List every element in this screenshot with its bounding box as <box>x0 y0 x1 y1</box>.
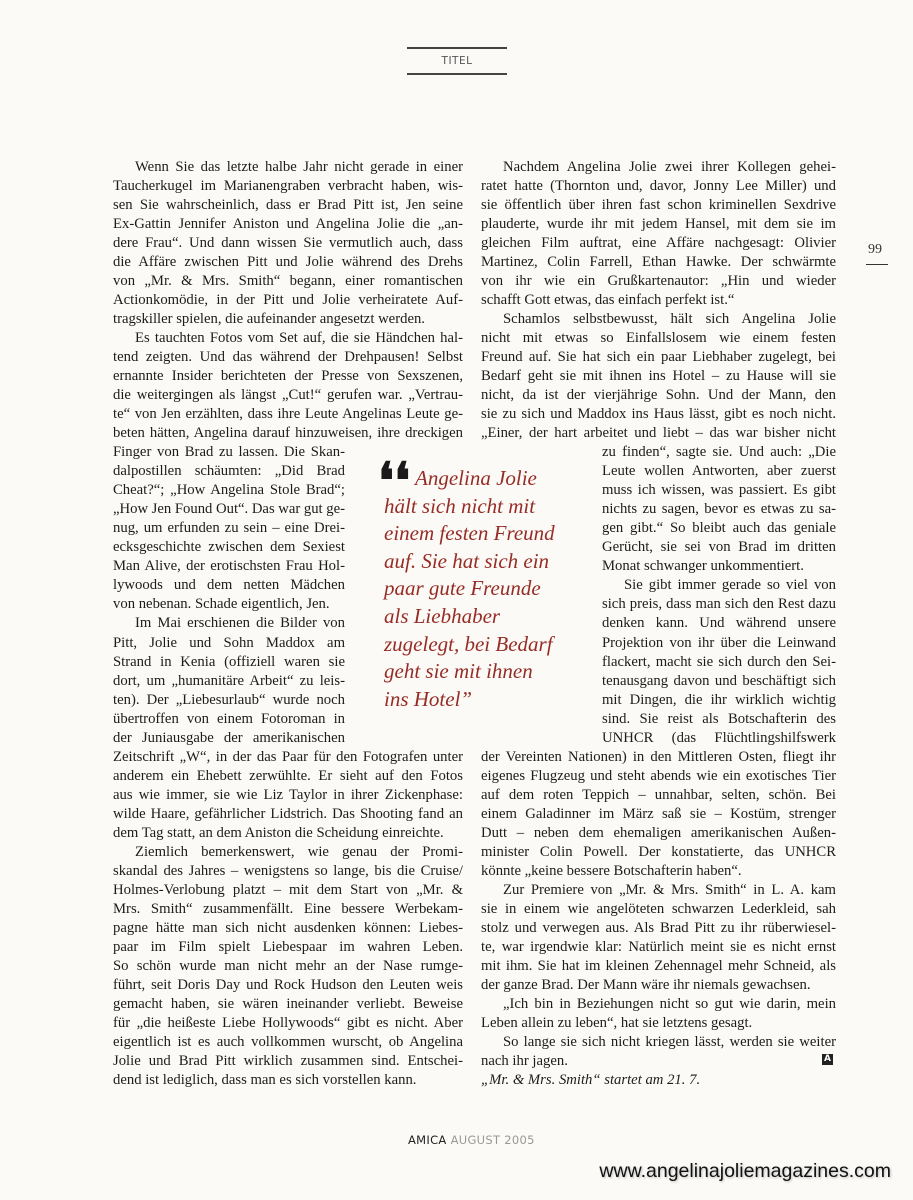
text-line: flackert, macht sie sich durch den Sei- <box>602 653 836 670</box>
text-line: mit Dingen, die ihr wirklich wichtig <box>602 691 836 708</box>
text-line: die Affäre zwischen Pitt und Jolie während des Drehs <box>113 254 463 271</box>
text-line: schafft Gott etwas, das einfach perfekt ist.“ <box>481 292 735 309</box>
text-line: gleichen Film auftrat, eine Affäre nachgesagt: Olivier <box>481 235 836 252</box>
text-line: Strand in Kenia (offiziell waren sie <box>113 653 345 670</box>
text-line: Zeitschrift „W“, in der das Paar für den Fotografen unter <box>113 748 463 765</box>
pull-quote-line: geht sie mit ihnen <box>384 659 533 684</box>
text-line: nach ihr jagen. <box>481 1052 568 1069</box>
text-line: Man Alive, der erotischsten Frau Hol- <box>113 558 345 575</box>
text-line: der ganze Brad. Der Mann wäre ihr niemals gewachsen. <box>481 976 811 993</box>
text-line: einem Galadinner im März saß sie – Kostüm, strenger <box>481 805 836 822</box>
text-line: Ziemlich bemerkenswert, wie genau der Promi- <box>135 843 463 860</box>
text-line: gemacht haben, sie wären ineinander verliebt. Beweise <box>113 995 463 1012</box>
page-number: 99 <box>868 242 882 257</box>
text-line: Zur Premiere von „Mr. & Mrs. Smith“ in L. A. kam <box>503 881 836 898</box>
text-line: Actionkomödie, in der Pitt und Jolie verheiratete Auf- <box>113 292 463 309</box>
text-line: „Einer, der hart arbeitet und liebt – das war bisher nicht <box>481 425 836 442</box>
text-line: Leute wollen Antworten, aber zuerst <box>602 463 836 480</box>
text-line: aus wie immer, sie wie Liz Taylor in ihrer Zickenphase: <box>113 786 463 803</box>
text-line: So schön wurde man nicht mehr an der Nase rumge- <box>113 957 463 974</box>
text-line: für „die heißeste Liebe Hollywoods“ gibt es nicht. Aber <box>113 1014 463 1031</box>
text-line: skandal des Jahres – wenigstens so lange, bis die Cruise/ <box>113 862 463 879</box>
text-line: Leben allein zu leben“, hat sie letztens gesagt. <box>481 1014 753 1031</box>
pull-quote-line: ins Hotel” <box>384 686 473 711</box>
text-line: zu finden“, sagte sie. Und auch: „Die <box>602 444 836 461</box>
text-line: führt, seit Doris Day und Rock Hudson den Leuten weis <box>113 976 463 993</box>
text-line: ernannte Insider berichteten der Presse von Sexszenen, <box>113 368 463 385</box>
text-line: Es tauchten Fotos vom Set auf, die sie Händchen hal- <box>135 330 463 347</box>
text-line: von nebenan. Schade eigentlich, Jen. <box>113 596 330 613</box>
text-line: tenausgang davon und beschäftigt sich <box>602 672 836 689</box>
text-line: eigenes Flugzeug und steht abends wie ein exotisches Tier <box>481 767 836 784</box>
text-line: Ex-Gattin Jennifer Aniston und Angelina Jolie die „an- <box>113 216 463 233</box>
section-header: TITEL <box>407 47 507 75</box>
text-line: wilde Haare, gefährlicher Lidstrich. Das Shooting fand an <box>113 805 463 822</box>
text-line: „How Jen Found Out“. Das war gut ge- <box>113 501 345 518</box>
text-line: Martinez, Colin Farrell, Ethan Hawke. Der schwärmte <box>481 254 836 271</box>
text-line: tragskiller spielen, die aufeinander angesetzt werden. <box>113 311 425 328</box>
end-mark-icon: A <box>822 1054 833 1065</box>
text-line: plauderte, wurde ihr mit jedem Hansel, mit dem sie im <box>481 216 836 233</box>
text-line: ten). Der „Liebesurlaub“ wurde noch <box>113 691 345 708</box>
text-line: Jolie und Brad Pitt wirklich zusammen sind. Entschei- <box>113 1052 463 1069</box>
quote-mark-icon: ❛❛ <box>378 451 411 510</box>
magazine-name: AMICA <box>408 1133 447 1147</box>
text-line: Sie gibt immer gerade so viel von <box>624 577 836 594</box>
watermark: www.angelinajoliemagazines.com <box>599 1160 891 1182</box>
text-line: pagne hätte man sich nicht ausdenken können: Liebes- <box>113 919 463 936</box>
text-line: die weitergingen als längst „Cut!“ gerufen war. „Vertrau- <box>113 387 463 404</box>
pull-quote-line: einem festen Freund <box>384 521 555 546</box>
text-line: Freund auf. Sie hat sich ein paar Liebhaber zugelegt, bei <box>481 349 836 366</box>
text-line: anderem ein Ehebett zerwühlte. Er sieht auf den Fotos <box>113 767 463 784</box>
text-line: nug, um erfunden zu sein – eine Drei- <box>113 520 345 537</box>
text-line: stolz und verwegen aus. Als Brad Pitt zu ihr rüberwiesel- <box>481 919 836 936</box>
text-line: Holmes-Verlobung platzt – mit dem Start von „Mr. & <box>113 881 463 898</box>
text-line: sind. Sie reist als Botschafterin des <box>602 710 836 727</box>
text-line: übertroffen von einem Fotoroman in <box>113 710 345 727</box>
text-line: sie zu sich und Maddox ins Haus lässt, gibt es noch nicht. <box>481 406 836 423</box>
text-line: dem Tag statt, an dem Aniston die Scheidung einreichte. <box>113 824 444 841</box>
text-line: Cheat?“; „How Angelina Stole Brad“; <box>113 482 345 499</box>
pull-quote-line: paar gute Freunde <box>384 576 541 601</box>
pull-quote-line: hält sich nicht mit <box>384 493 536 518</box>
text-line: eigentlich ist es auch vollkommen wurscht, ob Angelina <box>113 1033 463 1050</box>
text-line: sie in einem wie angelöteten schwarzen Lederkleid, sah <box>481 900 836 917</box>
text-line: gen gibt.“ So bleibt auch das geniale <box>602 520 836 537</box>
text-line: ecksgeschichte zwischen dem Sexiest <box>113 539 345 556</box>
text-line: sen Sie wahrscheinlich, dass er Brad Pitt ist, Jen seine <box>113 197 463 214</box>
text-line: nicht, da ist der vierjährige Sohn. Und der Mann, den <box>481 387 836 404</box>
text-line: ratet hatte (Thornton und, davor, Jonny Lee Miller) und <box>481 178 836 195</box>
text-line: So lange sie sich nicht kriegen lässt, werden sie weiter <box>503 1033 836 1050</box>
text-line: Dutt – neben dem ehemaligen amerikanischen Außen- <box>481 824 836 841</box>
issue-date: AUGUST 2005 <box>450 1133 535 1147</box>
text-line: sie öffentlich über ihren fast schon kriminellen Sexdrive <box>481 197 836 214</box>
text-line: nichts zu sagen, bevor es etwas zu sa- <box>602 501 836 518</box>
text-line: lywoods und dem netten Mädchen <box>113 577 345 594</box>
text-line: Projektion von ihr über die Leinwand <box>602 634 836 651</box>
pull-quote-line: zugelegt, bei Bedarf <box>384 631 553 656</box>
text-line: beten hätten, Angelina darauf hinzuweisen, ihre dreckigen <box>113 425 463 442</box>
text-line: „Mr. & Mrs. Smith“ startet am 21. 7. <box>481 1071 701 1088</box>
text-line: Taucherkugel im Marianengraben verbracht haben, wis- <box>113 178 463 195</box>
text-line: UNHCR (das Flüchtlingshilfswerk <box>602 729 836 746</box>
text-line: sich preis, dass man sich den Rest dazu <box>602 596 836 613</box>
pull-quote-line: als Liebhaber <box>384 604 501 628</box>
text-line: muss ich wissen, was passiert. Es gibt <box>602 482 836 499</box>
text-line: Nachdem Angelina Jolie zwei ihrer Kollegen gehei- <box>503 159 836 175</box>
footer <box>408 1133 535 1147</box>
text-line: denken kann. Und während unsere <box>602 615 836 632</box>
text-line: Finger von Brad zu lassen. Die Skan- <box>113 444 345 461</box>
text-line: mit ihm. Sie hat im kleinen Zehennagel mehr Schneid, als <box>481 957 836 974</box>
text-line: Monat schwanger unkommentiert. <box>602 558 804 575</box>
text-line: der Juniausgabe der amerikanischen <box>113 729 345 746</box>
text-line: dend ist lediglich, dass man es sich vorstellen kann. <box>113 1071 417 1088</box>
text-line: Im Mai erschienen die Bilder von <box>135 615 345 632</box>
text-line: der Vereinten Nationen) in den Mittleren Osten, fliegt ihr <box>481 748 836 765</box>
text-line: te“ von Jen erzählten, dass ihre Leute Angelinas Leute ge- <box>113 406 463 423</box>
text-line: nicht mit etwas so Einfallslosem wie einem festen <box>481 330 836 347</box>
pull-quote-line: auf. Sie hat sich ein <box>384 548 550 573</box>
page-number-rule <box>866 264 888 265</box>
text-line: dalpostillen schäumten: „Did Brad <box>113 463 345 480</box>
text-line: auf dem roten Teppich – unnahbar, selten, schön. Bei <box>481 786 836 803</box>
text-line: könnte „keine bessere Botschafterin haben“. <box>481 862 742 879</box>
text-line: „Ich bin in Beziehungen nicht so gut wie darin, mein <box>503 995 836 1012</box>
text-line: Gerücht, sie sei von Brad im dritten <box>602 539 836 556</box>
text-line: paar im Film spielt Liebespaar im wahren Leben. <box>113 938 463 955</box>
text-line: Schamlos selbstbewusst, hält sich Angelina Jolie <box>503 311 836 328</box>
text-line: Bedarf geht sie mit ihnen ins Hotel – zu Hause will sie <box>481 368 836 385</box>
text-line: von ihr wie ein Grußkartenautor: „Hin und wieder <box>481 273 836 290</box>
text-line: Wenn Sie das letzte halbe Jahr nicht gerade in einer <box>135 159 463 175</box>
text-line: te, war irgendwie klar: Natürlich meint sie es nicht ernst <box>481 938 836 955</box>
pull-quote-line: Angelina Jolie <box>415 466 537 490</box>
text-line: tend zeigten. Und das während der Drehpausen! Selbst <box>113 349 463 366</box>
text-line: Pitt, Jolie und Sohn Maddox am <box>113 634 345 651</box>
text-line: Mrs. Smith“ zusammenfällt. Eine bessere Werbekam- <box>113 900 463 917</box>
text-line: minister Colin Powell. Der konstatierte, das UNHCR <box>481 843 836 860</box>
text-line: dort, um „humanitäre Arbeit“ zu leis- <box>113 672 345 689</box>
text-line: von „Mr. & Mrs. Smith“ begann, einer romantischen <box>113 273 463 290</box>
text-line: dere Frau“. Und dann wissen Sie vermutlich auch, dass <box>113 235 463 252</box>
